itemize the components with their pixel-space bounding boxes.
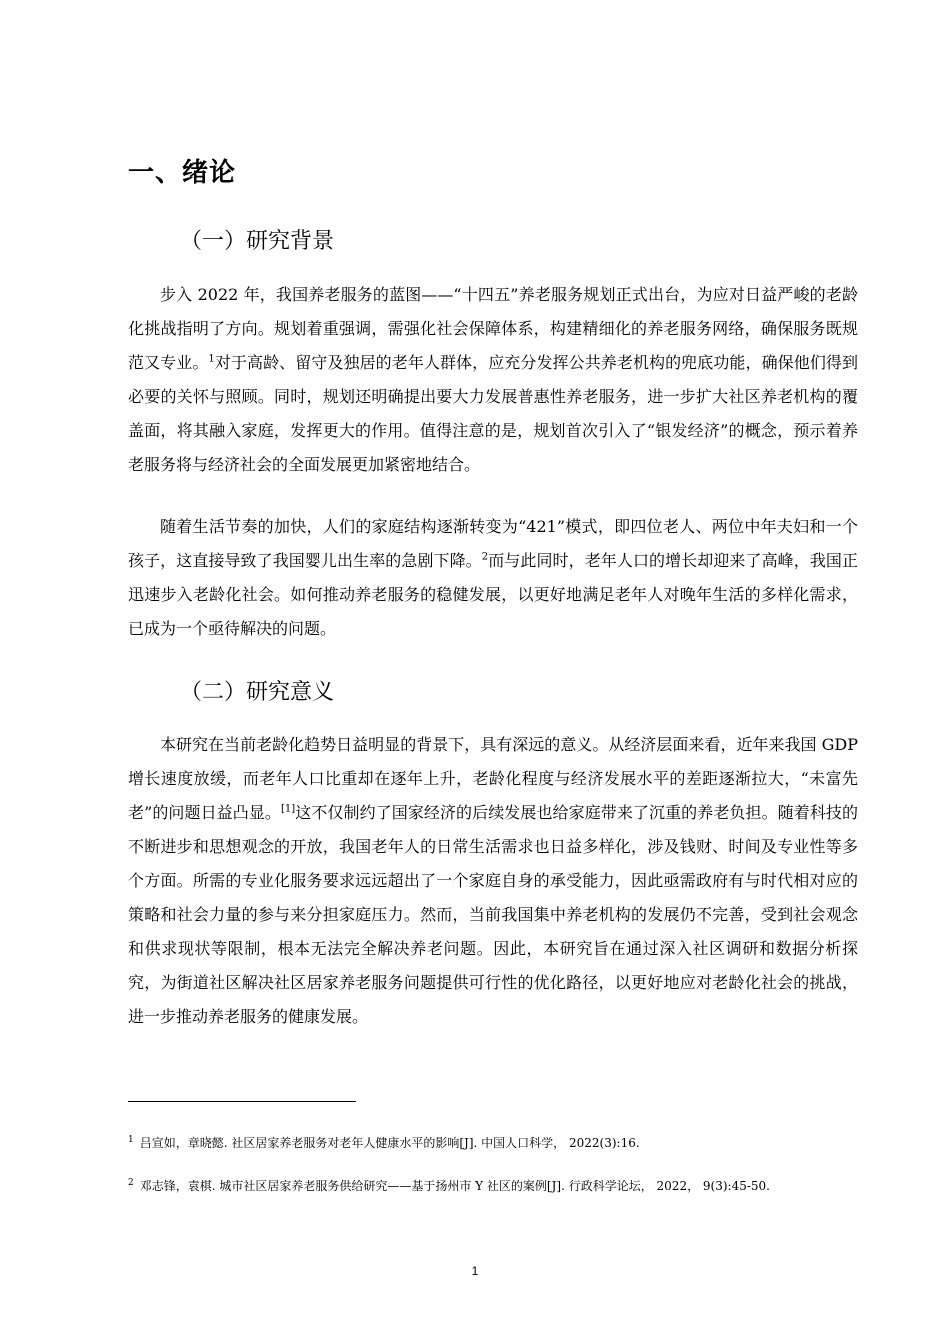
footnote-number: 2	[128, 1178, 134, 1188]
body-paragraph	[128, 510, 858, 646]
page-number: 1	[471, 1264, 479, 1278]
paragraph-text: 这不仅制约了国家经济的后续发展也给家庭带来了沉重的养老负担。随着科技的不断进步和思想观念的开放，我国老年人的日常生活需求也日益多样化，涉及钱财、时间及专业性等多个方面。所需的专业化服务要求远远超出了一个家庭自身的承受能力，因此亟需政府有与时代相对应的策略和社会力量的参与来分担家庭压力。然而，当前我国集中养老机构的发展仍不完善，受到社会观念和供求现状等限制，根本无法完全解决养老问题。因此，本研究旨在通过深入社区调研和数据分析探究，为街道社区解决社区居家养老服务问题提供可行性的优化路径，以更好地应对老龄化社会的挑战，进一步推动养老服务的健康发展。	[128, 803, 858, 1026]
paragraph-text: 步入 2022 年，我国养老服务的蓝图——“十四五”养老服务规划正式出台，为应对日益严峻的老龄化挑战指明了方向。规划着重强调，需强化社会保障体系，构建精细化的养老服务网络，确保服务既规范又专业。	[128, 285, 858, 372]
section-title-background: （一）研究背景	[180, 229, 335, 254]
body-paragraph	[128, 728, 858, 1034]
footnote	[128, 1163, 848, 1209]
footnote-number: 1	[128, 1135, 134, 1145]
footnote-divider	[128, 1101, 356, 1102]
footnote-ref[interactable]: 2	[481, 551, 489, 563]
paragraph-text: 本研究在当前老龄化趋势日益明显的背景下，具有深远的意义。从经济层面来看，近年来我国 GDP 增长速度放缓，而老年人口比重却在逐年上升，老龄化程度与经济发展水平的差距逐渐拉大，“未富先老”的问题日益凸显。	[128, 735, 858, 822]
footnote-text: 吕宣如，章晓懿. 社区居家养老服务对老年人健康水平的影响[J]. 中国人口科学， 2022(3):16.	[139, 1136, 640, 1150]
footnote-text: 邓志锋，袁棋. 城市社区居家养老服务供给研究——基于扬州市 Y 社区的案例[J]. 行政科学论坛， 2022， 9(3):45-50.	[139, 1179, 770, 1193]
citation-ref[interactable]: [1]	[281, 803, 296, 815]
body-paragraph	[128, 278, 858, 482]
chapter-heading: 一、绪论	[128, 158, 237, 188]
paragraph-text: 而与此同时，老年人口的增长却迎来了高峰，我国正迅速步入老龄化社会。如何推动养老服务的稳健发展，以更好地满足老年人对晚年生活的多样化需求，已成为一个亟待解决的问题。	[128, 551, 858, 638]
paragraph-text: 对于高龄、留守及独居的老年人群体，应充分发挥公共养老机构的兜底功能，确保他们得到必要的关怀与照顾。同时，规划还明确提出要大力发展普惠性养老服务，进一步扩大社区养老机构的覆盖面，将其融入家庭，发挥更大的作用。值得注意的是，规划首次引入了“银发经济”的概念，预示着养老服务将与经济社会的全面发展更加紧密地结合。	[128, 353, 858, 474]
section-title-significance: （二）研究意义	[180, 680, 335, 705]
paragraph-text: 随着生活节奏的加快，人们的家庭结构逐渐转变为“421”模式，即四位老人、两位中年夫妇和一个孩子，这直接导致了我国婴儿出生率的急剧下降。	[128, 517, 858, 570]
footnote	[128, 1120, 848, 1166]
footnote-ref[interactable]: 1	[208, 353, 215, 365]
